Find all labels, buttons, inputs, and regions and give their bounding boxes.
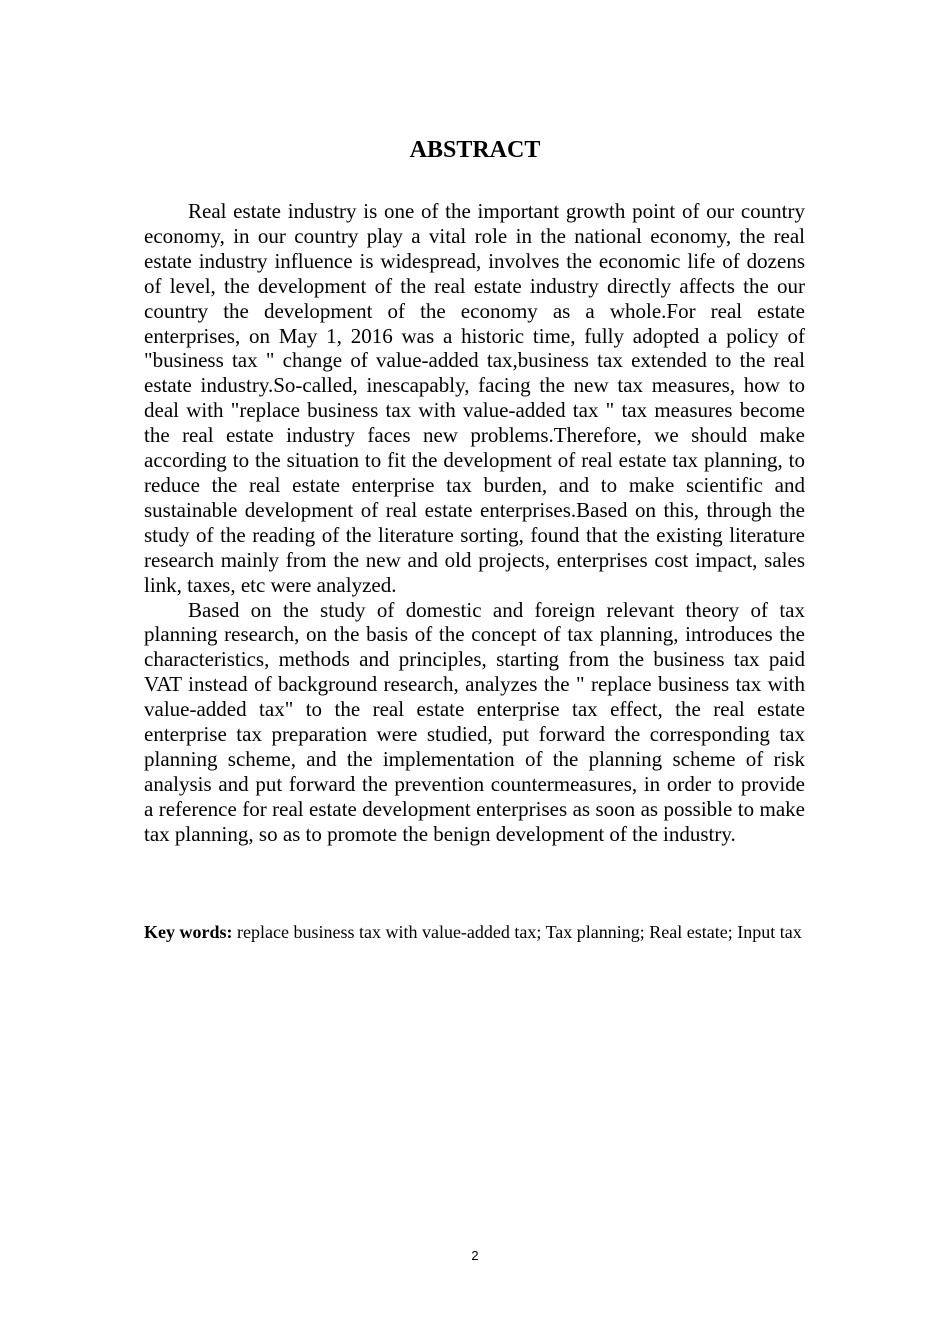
page-title: ABSTRACT — [409, 137, 541, 163]
abstract-paragraph-1: Real estate industry is one of the important growth point of our country economy, in our country play a vital role in the national economy, the real estate industry influence is widespread, involves the economic life of dozens of level, the development of the real estate industry directly affects the our country the development of the economy as a whole.For real estate enterprises, on May 1, 2016 was a historic time, fully adopted a policy of "business tax " change of value-added tax,business tax extended to the real estate industry.So-called, inescapably, facing the new tax measures, how to deal with "replace business tax with value-added tax " tax measures become the real estate industry faces new problems.Therefore, we should make according to the situation to fit the development of real estate tax planning, to reduce the real estate enterprise tax burden, and to make scientific and sustainable development of real estate enterprises.Based on this, through the study of the reading of the literature sorting, found that the existing literature research mainly from the new and old projects, enterprises cost impact, sales link, taxes, etc were analyzed. — [144, 199, 805, 597]
keywords-text: replace business tax with value-added tax; Tax planning; Real estate; Input tax — [237, 922, 802, 942]
keywords-line — [144, 920, 805, 945]
keywords-label: Key words: — [144, 922, 233, 942]
abstract-body — [144, 199, 805, 847]
abstract-paragraph-2: Based on the study of domestic and foreign relevant theory of tax planning research, on the basis of the concept of tax planning, introduces the characteristics, methods and principles, starting from the business tax paid VAT instead of background research, analyzes the " replace business tax with value-added tax" to the real estate enterprise tax effect, the real estate enterprise tax preparation were studied, put forward the corresponding tax planning scheme, and the implementation of the planning scheme of risk analysis and put forward the prevention countermeasures, in order to provide a reference for real estate development enterprises as soon as possible to make tax planning, so as to promote the benign development of the industry. — [144, 597, 805, 846]
page-number: 2 — [471, 1248, 479, 1263]
